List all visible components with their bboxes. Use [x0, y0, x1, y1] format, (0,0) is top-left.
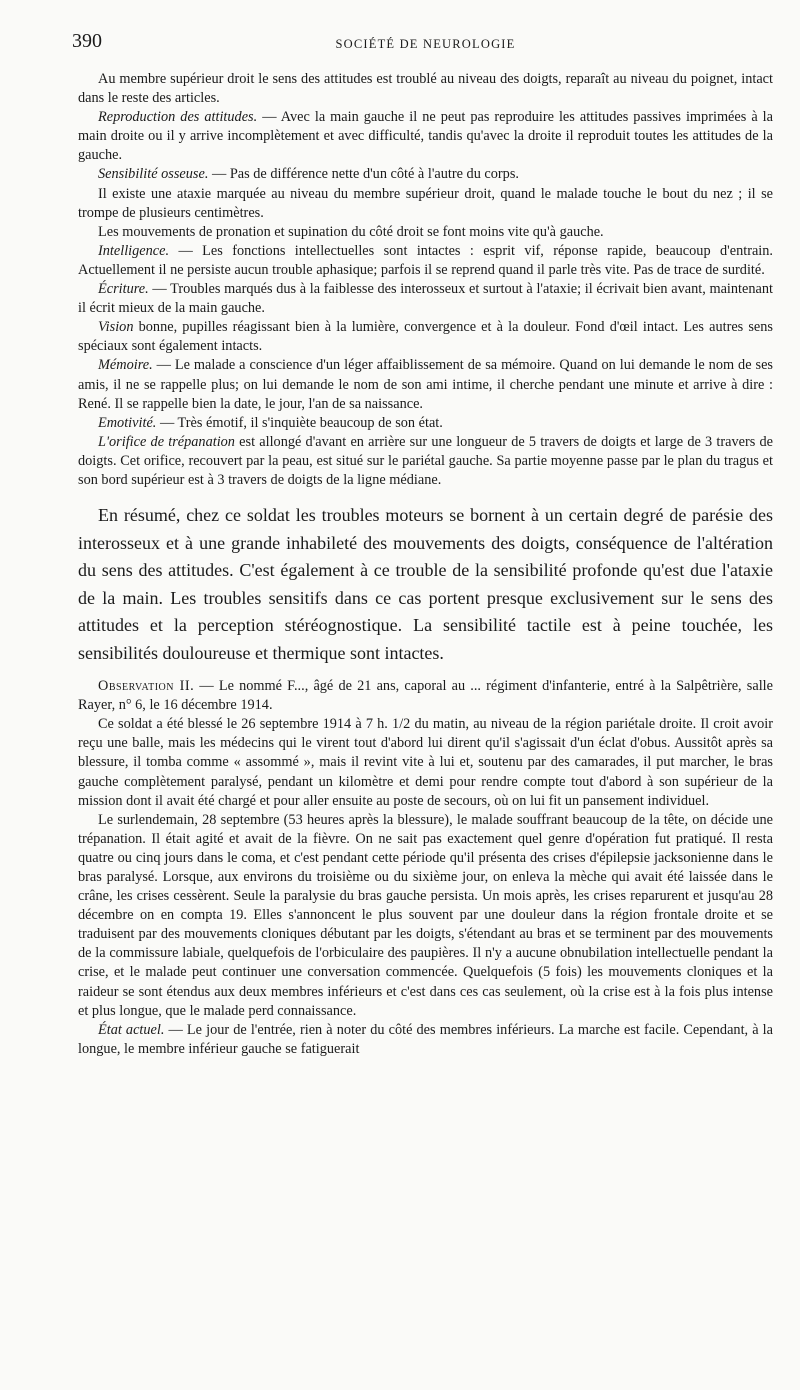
subheading: Sensibilité osseuse.: [98, 166, 209, 183]
subheading: L'orifice de trépanation: [98, 433, 235, 450]
case1-paragraph: Écriture. — Troubles marqués dus à la faiblesse des interosseux et surtout à l'ataxie; il écrivait bien avant, maintenant il écrit mieux de la main gauche.: [78, 281, 773, 317]
subheading: Intelligence.: [98, 242, 170, 259]
case1-paragraph: L'orifice de trépanation est allongé d'avant en arrière sur une longueur de 5 travers de doigts et large de 3 travers de doigts. Cet orifice, recouvert par la peau, est situé sur le pariétal gauche. Sa partie moyenne passe par le plan du tragus et son bord supérieur est à 3 travers de doigts de la ligne médiane.: [78, 433, 773, 488]
case1-paragraph: Vision bonne, pupilles réagissant bien à la lumière, convergence et à la douleur. Fond d'œil intact. Les autres sens spéciaux sont également intacts.: [78, 319, 773, 355]
case1-section: [78, 70, 773, 490]
subheading: Mémoire.: [98, 357, 153, 374]
case2-paragraph: Ce soldat a été blessé le 26 septembre 1914 à 7 h. 1/2 du matin, au niveau de la région pariétale droite. Il croit avoir reçu une balle, mais les médecins qui le virent tout d'abord lui dirent qu'il s'agissait d'un éclat d'obus. Aussitôt après sa blessure, il tomba comme « assommé », mais il revint vite à lui et, soutenu par des camarades, il put marcher, le bras gauche complètement paralysé, pendant un kilomètre et demi pour rendre compte tout d'abord à son supérieur de la mission dont il avait été chargé et pour aller ensuite au poste de secours, où on lui fit un pansement individuel.: [78, 716, 773, 809]
subheading: Emotivité.: [98, 414, 157, 431]
case1-paragraph: Au membre supérieur droit le sens des attitudes est troublé au niveau des doigts, reparaît au niveau du poignet, intact dans le reste des articles.: [78, 71, 773, 107]
case2-paragraph: Le surlendemain, 28 septembre (53 heures après la blessure), le malade souffrant beaucoup de la tête, on décide une trépanation. Il était agité et avait de la fièvre. On ne sait pas exactement quel genre d'opération fut pratiqué. Il resta quatre ou cinq jours dans le coma, et c'est pendant cette période qu'il présenta des crises d'épilepsie jacksonienne dans le bras paralysé. Lorsque, aux environs du troisième ou du sixième jour, on enleva la mèche qui avait été laissée dans le crâne, les crises cessèrent. Seule la paralysie du bras gauche persista. Un mois après, les crises reparurent et jusqu'au 28 décembre on en compta 19. Elles s'annoncent le plus souvent par une douleur dans la région frontale droite et se traduisent par des mouvements cloniques débutant par les doigts, s'étendant au bras et se terminent par des mouvements de la commissure labiale, quelquefois de l'orbiculaire des paupières. Il n'y a aucune obnubilation intellectuelle pendant la crise, et le malade peut continuer une conversation commencée. Quelquefois (5 fois) les mouvements cloniques et la raideur se sont étendus aux deux membres inférieurs et c'est dans ces cas seulement, où la crise est à la fois plus intense et plus longue, que le malade perd connaissance.: [78, 811, 773, 1019]
subheading: Écriture.: [98, 281, 149, 298]
subheading: Vision: [98, 319, 134, 336]
observation-heading: Observation II.: [98, 678, 195, 695]
case1-paragraph: Reproduction des attitudes. — Avec la main gauche il ne peut pas reproduire les attitudes passives imprimées à la main droite ou il y arrive incomplètement et avec difficulté, tandis qu'avec la droite il reproduit toutes les attitudes de la gauche.: [78, 109, 773, 164]
running-title: SOCIÉTÉ DE NEUROLOGIE: [335, 37, 516, 51]
page-header: [72, 30, 773, 56]
case2-section: [78, 677, 773, 1059]
case1-paragraph: Intelligence. — Les fonctions intellectuelles sont intactes : esprit vif, réponse rapide, beaucoup d'entrain. Actuellement il ne persiste aucun trouble aphasique; parfois il se reprend quand il parle très vite. Pas de trace de surdité.: [78, 242, 773, 278]
case1-paragraph: Sensibilité osseuse. — Pas de différence nette d'un côté à l'autre du corps.: [98, 166, 519, 183]
page-number: 390: [72, 30, 102, 52]
case1-paragraph: Emotivité. — Très émotif, il s'inquiète beaucoup de son état.: [98, 414, 443, 431]
subheading: État actuel.: [98, 1021, 165, 1038]
case1-paragraph: Il existe une ataxie marquée au niveau du membre supérieur droit, quand le malade touche le bout du nez ; il se trompe de plusieurs centimètres.: [78, 185, 773, 221]
case1-paragraph: Mémoire. — Le malade a conscience d'un léger affaiblissement de sa mémoire. Quand on lui demande le nom de ses amis, il ne se rappelle plus; on lui demande le nom de son ami intime, il cherche pendant une minute et arrive à dire : René. Il se rappelle bien la date, le jour, l'an de sa naissance.: [78, 357, 773, 412]
page: [72, 30, 773, 1059]
case2-paragraph: État actuel. — Le jour de l'entrée, rien à noter du côté des membres inférieurs. La marche est facile. Cependant, à la longue, le membre inférieur gauche se fatiguerait: [78, 1021, 773, 1057]
summary-paragraph: En résumé, chez ce soldat les troubles moteurs se bornent à un certain degré de parésie des interosseux et à une grande inhabileté des mouvements des doigts, conséquence de l'altération du sens des attitudes. C'est également à ce trouble de la sensibilité profonde qu'est due l'ataxie de la main. Les troubles sensitifs dans ce cas portent presque exclusivement sur le sens des attitudes et la perception stéréognostique. La sensibilité tactile est à peine touchée, les sensibilités douloureuse et thermique sont intactes.: [78, 505, 773, 663]
case2-intro: Observation II. — Le nommé F..., âgé de 21 ans, caporal au ... régiment d'infanterie, entré à la Salpêtrière, salle Rayer, n° 6, le 16 décembre 1914.: [78, 678, 773, 714]
case1-paragraph: Les mouvements de pronation et supination du côté droit se font moins vite qu'à gauche.: [98, 223, 604, 240]
subheading: Reproduction des attitudes.: [98, 109, 258, 126]
